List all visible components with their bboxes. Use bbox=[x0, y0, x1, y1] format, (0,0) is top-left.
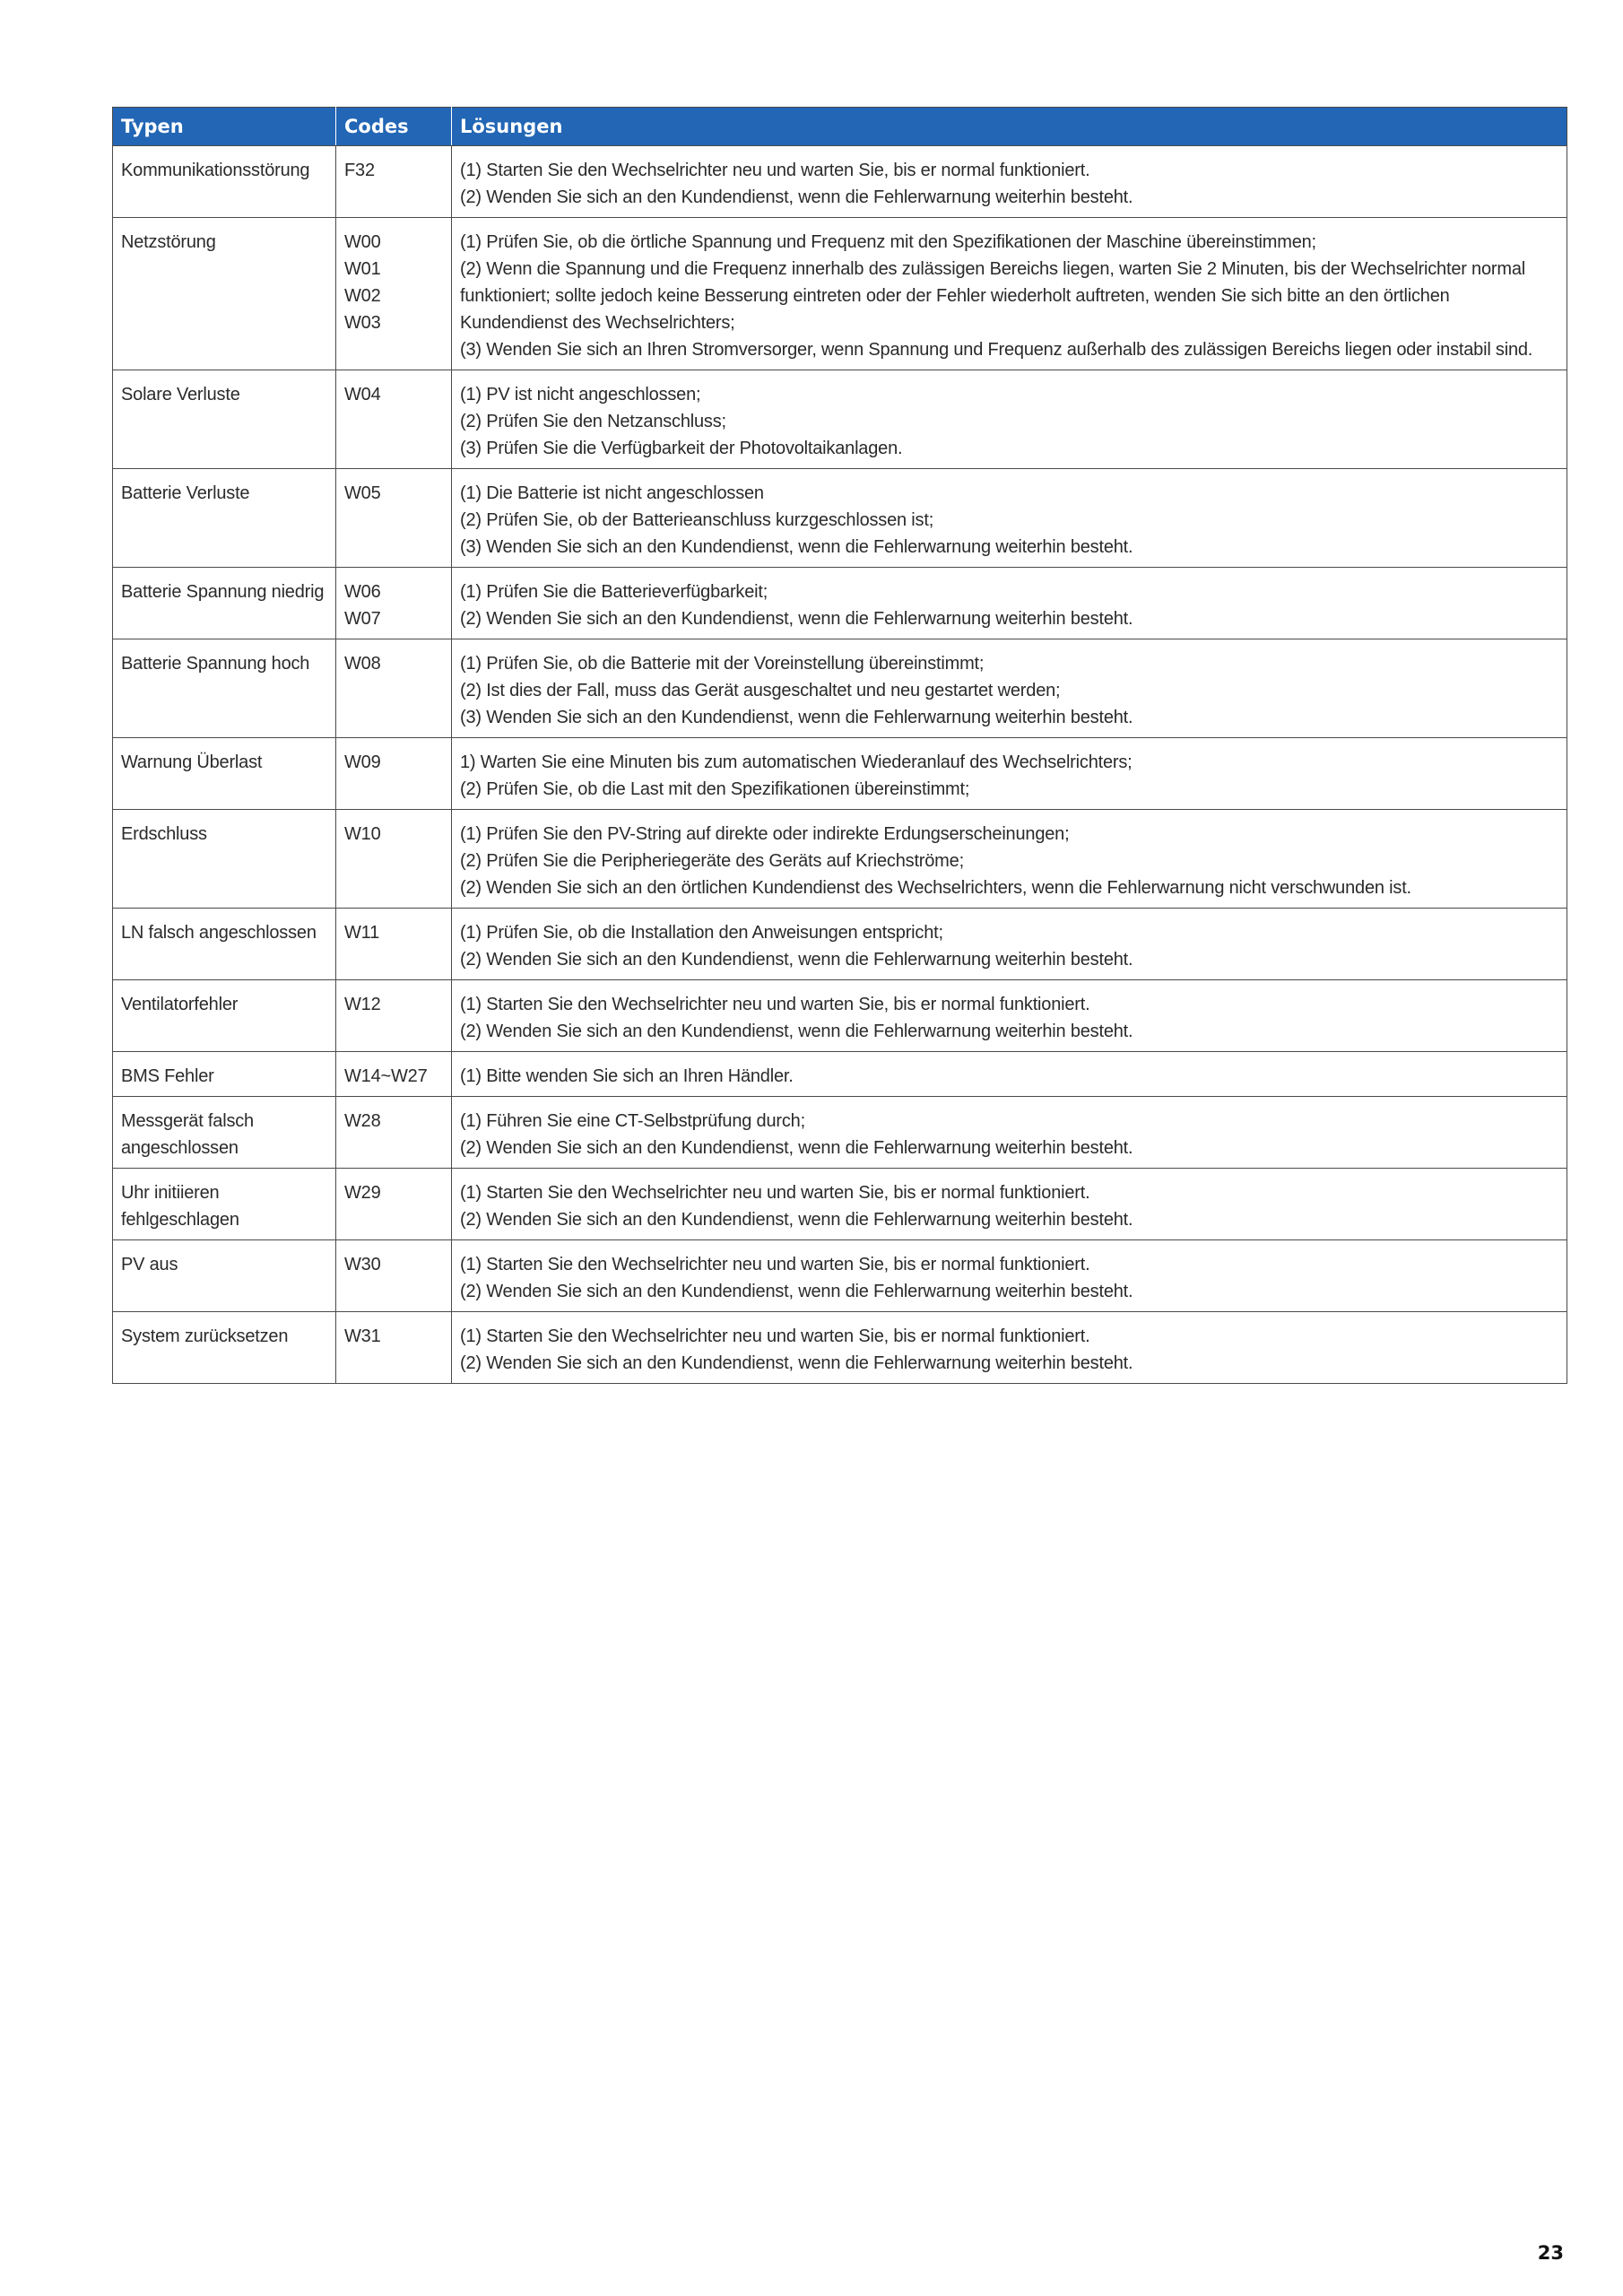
error-code: W30 bbox=[344, 1255, 381, 1274]
solution-step: (1) Starten Sie den Wechselrichter neu und warten Sie, bis er normal funktioniert. bbox=[460, 161, 1090, 180]
error-code-table bbox=[112, 107, 1567, 1384]
solution-step: (2) Prüfen Sie, ob der Batterieanschluss kurzgeschlossen ist; bbox=[460, 510, 934, 530]
solution-step: (1) Prüfen Sie, ob die Installation den Anweisungen entspricht; bbox=[460, 923, 943, 943]
solution-step: (1) Bitte wenden Sie sich an Ihren Händler. bbox=[460, 1066, 794, 1086]
table-row bbox=[113, 568, 1567, 639]
table-row bbox=[113, 738, 1567, 810]
cell-solutions bbox=[452, 1312, 1567, 1384]
cell-solutions bbox=[452, 370, 1567, 469]
error-code: W01 bbox=[344, 259, 381, 279]
cell-codes bbox=[336, 1240, 452, 1312]
table-row bbox=[113, 1052, 1567, 1097]
cell-solutions bbox=[452, 909, 1567, 980]
table-row bbox=[113, 218, 1567, 370]
solution-step: (3) Prüfen Sie die Verfügbarkeit der Photovoltaikanlagen. bbox=[460, 439, 903, 458]
header-codes: Codes bbox=[336, 108, 452, 146]
solution-step: (2) Wenden Sie sich an den Kundendienst, wenn die Fehlerwarnung weiterhin besteht. bbox=[460, 187, 1133, 207]
cell-solutions bbox=[452, 738, 1567, 810]
cell-type: Batterie Spannung hoch bbox=[113, 639, 336, 738]
cell-codes bbox=[336, 1052, 452, 1097]
cell-type: Warnung Überlast bbox=[113, 738, 336, 810]
solution-step: (2) Wenden Sie sich an den Kundendienst, wenn die Fehlerwarnung weiterhin besteht. bbox=[460, 609, 1133, 629]
header-solutions: Lösungen bbox=[452, 108, 1567, 146]
table-row bbox=[113, 1169, 1567, 1240]
error-code: W28 bbox=[344, 1111, 381, 1131]
table-row bbox=[113, 810, 1567, 909]
cell-type: Solare Verluste bbox=[113, 370, 336, 469]
error-code: W14~W27 bbox=[344, 1066, 428, 1086]
cell-type: Uhr initiieren fehlgeschlagen bbox=[113, 1169, 336, 1240]
solution-step: (2) Wenden Sie sich an den Kundendienst, wenn die Fehlerwarnung weiterhin besteht. bbox=[460, 1210, 1133, 1230]
cell-codes bbox=[336, 568, 452, 639]
solution-step: (2) Prüfen Sie, ob die Last mit den Spezifikationen übereinstimmt; bbox=[460, 779, 970, 799]
cell-type: Batterie Spannung niedrig bbox=[113, 568, 336, 639]
solution-step: (2) Wenden Sie sich an den Kundendienst, wenn die Fehlerwarnung weiterhin besteht. bbox=[460, 950, 1133, 970]
table-row bbox=[113, 370, 1567, 469]
cell-type: PV aus bbox=[113, 1240, 336, 1312]
cell-type: Messgerät falsch angeschlossen bbox=[113, 1097, 336, 1169]
solution-step: (2) Wenden Sie sich an den Kundendienst, wenn die Fehlerwarnung weiterhin besteht. bbox=[460, 1282, 1133, 1301]
cell-codes bbox=[336, 1097, 452, 1169]
error-code: W09 bbox=[344, 752, 381, 772]
solution-step: (3) Wenden Sie sich an den Kundendienst, wenn die Fehlerwarnung weiterhin besteht. bbox=[460, 537, 1133, 557]
table-row bbox=[113, 1240, 1567, 1312]
cell-type: Netzstörung bbox=[113, 218, 336, 370]
solution-step: (1) PV ist nicht angeschlossen; bbox=[460, 385, 701, 404]
table-row bbox=[113, 1312, 1567, 1384]
cell-type: Ventilatorfehler bbox=[113, 980, 336, 1052]
solution-step: (2) Wenden Sie sich an den Kundendienst, wenn die Fehlerwarnung weiterhin besteht. bbox=[460, 1138, 1133, 1158]
cell-solutions bbox=[452, 1169, 1567, 1240]
cell-type: LN falsch angeschlossen bbox=[113, 909, 336, 980]
cell-solutions bbox=[452, 980, 1567, 1052]
table-row bbox=[113, 146, 1567, 218]
error-code: W00 bbox=[344, 232, 381, 252]
page-number: 23 bbox=[1537, 2242, 1564, 2264]
cell-solutions bbox=[452, 568, 1567, 639]
error-code: W03 bbox=[344, 313, 381, 333]
solution-step: (3) Wenden Sie sich an den Kundendienst, wenn die Fehlerwarnung weiterhin besteht. bbox=[460, 708, 1133, 727]
header-types: Typen bbox=[113, 108, 336, 146]
cell-codes bbox=[336, 1169, 452, 1240]
table-header-row bbox=[113, 108, 1567, 146]
solution-step: (1) Prüfen Sie, ob die örtliche Spannung und Frequenz mit den Spezifikationen der Maschine übereinstimmen; bbox=[460, 232, 1316, 252]
solution-step: (1) Starten Sie den Wechselrichter neu und warten Sie, bis er normal funktioniert. bbox=[460, 1326, 1090, 1346]
cell-codes bbox=[336, 810, 452, 909]
cell-codes bbox=[336, 146, 452, 218]
table-row bbox=[113, 469, 1567, 568]
cell-solutions bbox=[452, 1240, 1567, 1312]
error-code: W12 bbox=[344, 995, 381, 1014]
error-code: W11 bbox=[344, 923, 380, 943]
solution-step: (1) Die Batterie ist nicht angeschlossen bbox=[460, 483, 764, 503]
table-row bbox=[113, 909, 1567, 980]
error-code: W08 bbox=[344, 654, 381, 674]
cell-codes bbox=[336, 469, 452, 568]
solution-step: (2) Prüfen Sie den Netzanschluss; bbox=[460, 412, 726, 431]
solution-step: (1) Starten Sie den Wechselrichter neu und warten Sie, bis er normal funktioniert. bbox=[460, 1183, 1090, 1203]
cell-solutions bbox=[452, 218, 1567, 370]
error-code: W06 bbox=[344, 582, 381, 602]
cell-solutions bbox=[452, 1097, 1567, 1169]
cell-solutions bbox=[452, 146, 1567, 218]
error-code: W10 bbox=[344, 824, 381, 844]
solution-step: (2) Wenden Sie sich an den Kundendienst, wenn die Fehlerwarnung weiterhin besteht. bbox=[460, 1022, 1133, 1041]
error-code: W02 bbox=[344, 286, 381, 306]
solution-step: (3) Wenden Sie sich an Ihren Stromversorger, wenn Spannung und Frequenz außerhalb des zulässigen Bereichs liegen oder instabil sind. bbox=[460, 340, 1533, 360]
solution-step: (1) Prüfen Sie den PV-String auf direkte oder indirekte Erdungserscheinungen; bbox=[460, 824, 1070, 844]
solution-step: (1) Starten Sie den Wechselrichter neu und warten Sie, bis er normal funktioniert. bbox=[460, 995, 1090, 1014]
error-code-table-container bbox=[112, 107, 1567, 1384]
solution-step: (2) Wenden Sie sich an den Kundendienst, wenn die Fehlerwarnung weiterhin besteht. bbox=[460, 1353, 1133, 1373]
error-code: F32 bbox=[344, 161, 375, 180]
cell-type: Kommunikationsstörung bbox=[113, 146, 336, 218]
cell-codes bbox=[336, 218, 452, 370]
cell-solutions bbox=[452, 639, 1567, 738]
solution-step: (2) Prüfen Sie die Peripheriegeräte des Geräts auf Kriechströme; bbox=[460, 851, 964, 871]
error-code: W31 bbox=[344, 1326, 381, 1346]
solution-step: (2) Ist dies der Fall, muss das Gerät ausgeschaltet und neu gestartet werden; bbox=[460, 681, 1061, 700]
cell-solutions bbox=[452, 469, 1567, 568]
table-row bbox=[113, 639, 1567, 738]
cell-codes bbox=[336, 370, 452, 469]
solution-step: (1) Führen Sie eine CT-Selbstprüfung durch; bbox=[460, 1111, 805, 1131]
solution-step: 1) Warten Sie eine Minuten bis zum automatischen Wiederanlauf des Wechselrichters; bbox=[460, 752, 1133, 772]
cell-codes bbox=[336, 980, 452, 1052]
cell-type: BMS Fehler bbox=[113, 1052, 336, 1097]
cell-solutions bbox=[452, 810, 1567, 909]
solution-step: (2) Wenden Sie sich an den örtlichen Kundendienst des Wechselrichters, wenn die Fehlerwarnung nicht verschwunden ist. bbox=[460, 878, 1411, 898]
cell-type: Batterie Verluste bbox=[113, 469, 336, 568]
error-code: W07 bbox=[344, 609, 381, 629]
cell-type: System zurücksetzen bbox=[113, 1312, 336, 1384]
cell-solutions bbox=[452, 1052, 1567, 1097]
error-code: W05 bbox=[344, 483, 381, 503]
solution-step: (1) Starten Sie den Wechselrichter neu und warten Sie, bis er normal funktioniert. bbox=[460, 1255, 1090, 1274]
solution-step: (2) Wenn die Spannung und die Frequenz innerhalb des zulässigen Bereichs liegen, warten Sie 2 Minuten, bis der Wechselrichter normal funktioniert; sollte jedoch keine Besserung eintreten oder der Fehler wiederholt auftreten, wenden Sie sich bitte an den örtlichen Kundendienst des Wechselrichters; bbox=[460, 259, 1525, 333]
cell-codes bbox=[336, 1312, 452, 1384]
error-code: W29 bbox=[344, 1183, 381, 1203]
error-code: W04 bbox=[344, 385, 381, 404]
solution-step: (1) Prüfen Sie die Batterieverfügbarkeit; bbox=[460, 582, 768, 602]
table-body bbox=[113, 146, 1567, 1384]
cell-type: Erdschluss bbox=[113, 810, 336, 909]
cell-codes bbox=[336, 909, 452, 980]
table-row bbox=[113, 980, 1567, 1052]
cell-codes bbox=[336, 639, 452, 738]
solution-step: (1) Prüfen Sie, ob die Batterie mit der Voreinstellung übereinstimmt; bbox=[460, 654, 985, 674]
table-row bbox=[113, 1097, 1567, 1169]
cell-codes bbox=[336, 738, 452, 810]
